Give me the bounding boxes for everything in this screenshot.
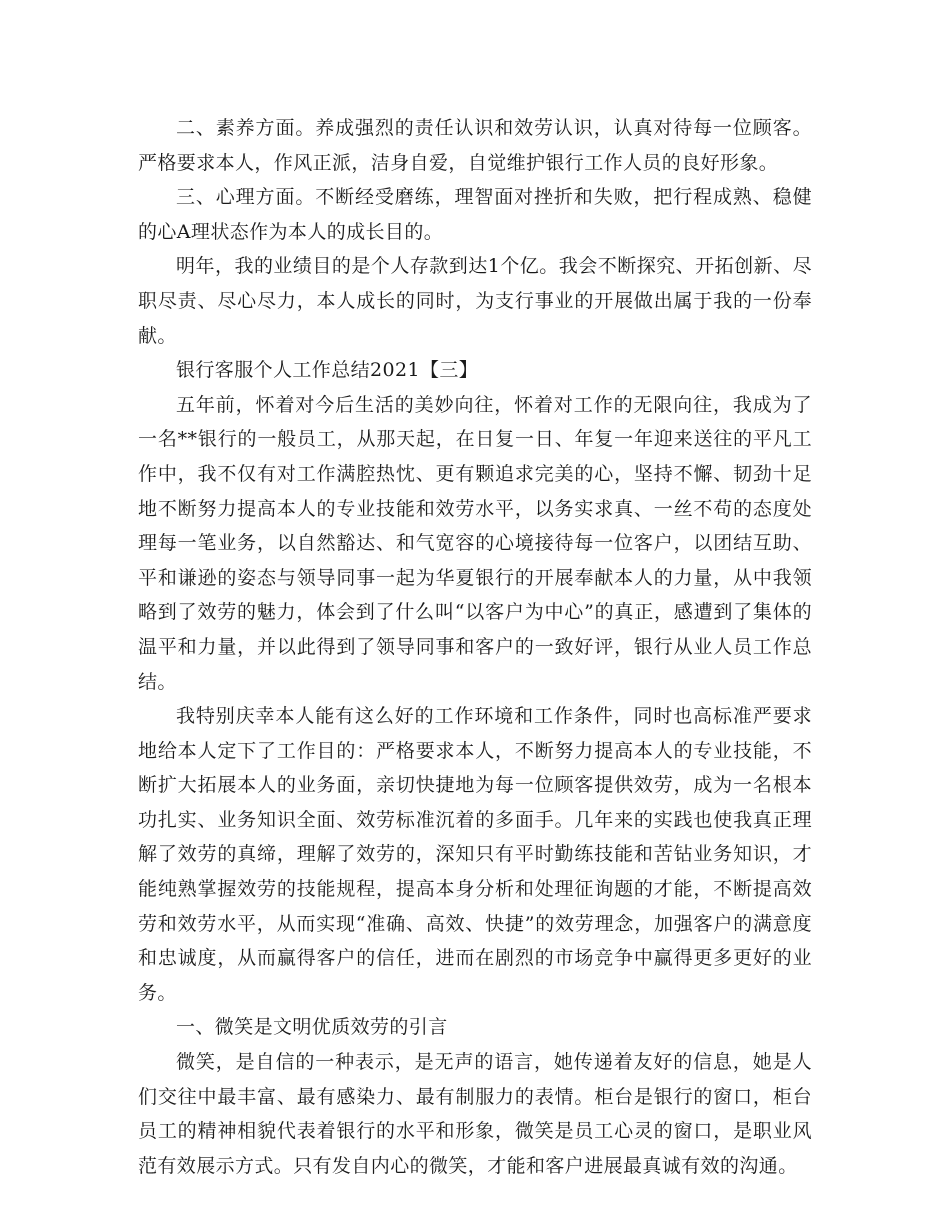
paragraph-psychology: 三、心理方面。不断经受磨练，理智面对挫折和失败，把行程成熟、稳健的心A理状态作为本人的成长目的。 xyxy=(138,186,812,243)
document-body xyxy=(138,111,812,1183)
section-heading-three: 银行客服个人工作总结2021【三】 xyxy=(176,359,479,382)
paragraph-five-years-ago: 五年前，怀着对今后生活的美妙向往，怀着对工作的无限向往，我成为了一名**银行的一般员工，从那天起，在日复一日、年复一年迎来送往的平凡工作中，我不仅有对工作满腔热忱、更有颗追求完美的心，坚持不懈、韧劲十足地不断努力提高本人的专业技能和效劳水平，以务实求真、一丝不苟的态度处理每一笔业务，以自然豁达、和气宽容的心境接待每一位客户，以团结互助、平和谦逊的姿态与领导同事一起为华夏银行的开展奉献本人的力量，从中我领略到了效劳的魅力，体会到了什么叫“以客户为中心”的真正，感遭到了集体的温平和力量，并以此得到了领导同事和客户的一致好评，银行从业人员工作总结。 xyxy=(138,393,812,693)
subheading-smile: 一、微笑是文明优质效劳的引言 xyxy=(176,1016,448,1039)
paragraph-quality: 二、素养方面。养成强烈的责任认识和效劳认识，认真对待每一位顾客。严格要求本人，作风正派，洁身自爱，自觉维护银行工作人员的良好形象。 xyxy=(138,117,812,174)
paragraph-work-goals: 我特别庆幸本人能有这么好的工作环境和工作条件，同时也高标准严要求地给本人定下了工作目的：严格要求本人，不断努力提高本人的专业技能，不断扩大拓展本人的业务面，亲切快捷地为每一位顾客提供效劳，成为一名根本功扎实、业务知识全面、效劳标准沉着的多面手。几年来的实践也使我真正理解了效劳的真缔，理解了效劳的，深知只有平时勤练技能和苦钻业务知识，才能纯熟掌握效劳的技能规程，提高本身分析和处理征询题的才能，不断提高效劳和效劳水平，从而实现“准确、高效、快捷”的效劳理念，加强客户的满意度和忠诚度，从而赢得客户的信任，进而在剧烈的市场竞争中赢得更多更好的业务。 xyxy=(138,705,812,1004)
paragraph-next-year-goal: 明年，我的业绩目的是个人存款到达1个亿。我会不断探究、开拓创新、尽职尽责、尽心尽力，本人成长的同时，为支行事业的开展做出属于我的一份奉献。 xyxy=(138,255,812,347)
paragraph-smile: 微笑，是自信的一种表示，是无声的语言，她传递着友好的信息，她是人们交往中最丰富、最有感染力、最有制服力的表情。柜台是银行的窗口，柜台员工的精神相貌代表着银行的水平和形象，微笑是员工心灵的窗口，是职业风范有效展示方式。只有发自内心的微笑，才能和客户进展最真诚有效的沟通。 xyxy=(138,1051,812,1177)
